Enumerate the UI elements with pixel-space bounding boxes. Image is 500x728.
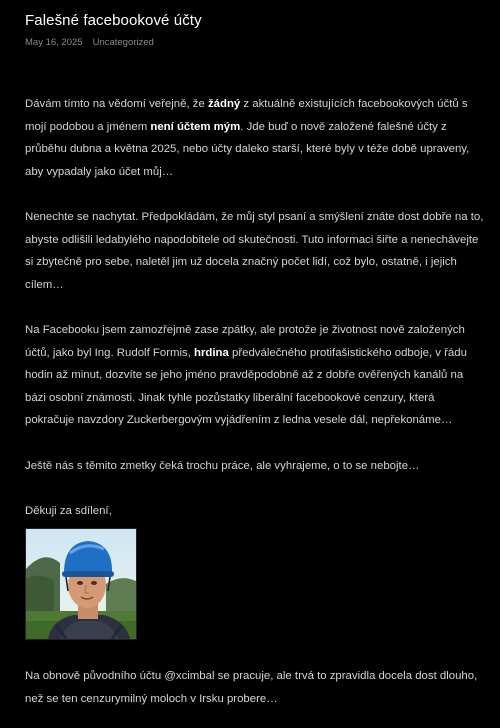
bold-text: není účtem mým — [150, 120, 241, 133]
paragraph-1 — [25, 93, 485, 183]
paragraph-3 — [25, 319, 485, 432]
text-fragment: Dávám tímto na vědomí veřejně, že — [25, 98, 208, 110]
paragraph-4: Ještě nás s těmito zmetky čeká trochu práce, ale vyhrajeme, o to se nebojte… — [25, 459, 420, 472]
category-link[interactable]: Uncategorized — [92, 37, 154, 48]
post-date: May 16, 2025 — [25, 37, 83, 48]
post-meta — [25, 37, 154, 48]
author-photo-image — [26, 529, 136, 639]
bold-text: žádný — [207, 98, 241, 110]
text-fragment: . Jde buď o nově založené falešné účty z průběhu dubna a května 2025, nebo účty daleko starší, které byly v téže době upraveny, aby vypadaly jako účet můj… — [25, 120, 470, 178]
paragraph-last: Na obnově původního účtu @xcimbal se pracuje, ale trvá to zpravidla docela dost dlouho, než se ten cenzurymilný moloch v Irsku probere… — [25, 670, 478, 705]
post-title: Falešné facebookové účty — [25, 12, 202, 29]
thanks-line: Děkuji za sdílení, — [25, 505, 112, 517]
text-fragment: předválečného protifašistického odboje, v řádu hodin až minut, dozvíte se jeho jméno pravděpodobně až z dobře ověřených kanálů na bázi osobní známosti. Jinak tyhle pozůstatky liberální facebookové cenzury, která pokračuje navzdory Zuckerbergovým vyjádřením z ledna vesele dál, nepřekonáme… — [25, 346, 467, 426]
text-fragment: Na Facebooku jsem zamozřejmě zase zpátky, ale protože je životnost nově založených účtů, jako byl Ing. Rudolf Formis, — [25, 324, 465, 359]
paragraph-2: Nenechte se nachytat. Předpokládám, že můj styl psaní a smýšlení znáte dost dobře na to, abyste odlišili ledabylého napodobitele od skutečnosti. Tuto informaci šiřte a nenechávejte si zbytečně pro sebe, naletěl jim už docela značný počet lidí, což bylo, ostatně, i jejich cílem… — [25, 211, 484, 291]
text-fragment: z aktuálně existujících facebookových účtů s mojí podobou a jménem — [25, 98, 468, 133]
post-content — [25, 93, 485, 563]
author-photo — [25, 528, 137, 640]
bold-text: hrdina — [194, 346, 229, 359]
